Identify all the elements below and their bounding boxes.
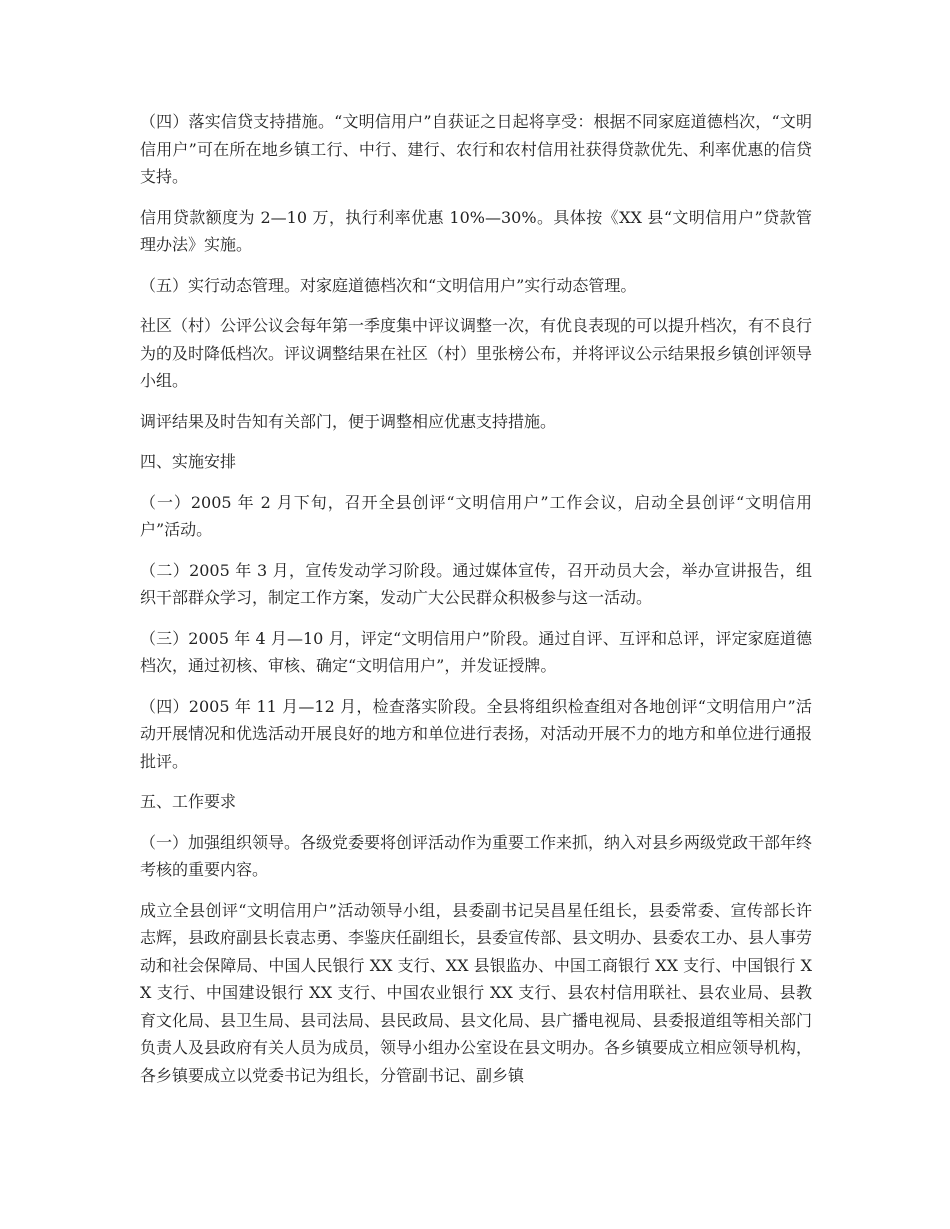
paragraph-dynamic-management: （五）实行动态管理。对家庭道德档次和“文明信用户”实行动态管理。 [140, 275, 637, 295]
paragraph-notify-departments: 调评结果及时告知有关部门，便于调整相应优惠支持措施。 [140, 411, 557, 431]
paragraph-schedule-february: （一）2005 年 2 月下旬，召开全县创评“文明信用户”工作会议，启动全县创评“文明信用户”活动。 [140, 492, 812, 539]
section-heading-requirements: 五、工作要求 [140, 792, 237, 811]
paragraph-schedule-march: （二）2005 年 3 月，宣传发动学习阶段。通过媒体宣传，召开动员大会，举办宣讲报告，组织干部群众学习，制定工作方案，发动广大公民群众积极参与这一活动。 [140, 560, 812, 607]
document-body [140, 108, 812, 1102]
paragraph-credit-support: （四）落实信贷支持措施。“文明信用户”自获证之日起将享受：根据不同家庭道德档次，“文明信用户”可在所在地乡镇工行、中行、建行、农行和农村信用社获得贷款优先、利率优惠的信贷支持。 [140, 112, 812, 186]
section-heading-implementation: 四、实施安排 [140, 452, 237, 471]
paragraph-leading-group: 成立全县创评“文明信用户”活动领导小组，县委副书记吴昌星任组长，县委常委、宣传部长许志辉，县政府副县长袁志勇、李鉴庆任副组长，县委宣传部、县文明办、县委农工办、县人事劳动和社会保障局、中国人民银行 XX 支行、XX 县银监办、中国工商银行 XX 支行、中国银行 XX 支行、中国建设银行 XX 支行、中国农业银行 XX 支行、县农村信用联社、县农业局、县教育文化局、县卫生局、县司法局、县民政局、县文化局、县广播电视局、县委报道组等相关部门负责人及县政府有关人员为成员，领导小组办公室设在县文明办。各乡镇要成立相应领导机构，各乡镇要成立以党委书记为组长，分管副书记、副乡镇 [140, 900, 813, 1085]
paragraph-schedule-november-december: （四）2005 年 11 月—12 月，检查落实阶段。全县将组织检查组对各地创评“文明信用户”活动开展情况和优选活动开展良好的地方和单位进行表扬，对活动开展不力的地方和单位进行通报批评。 [140, 696, 813, 771]
paragraph-strengthen-leadership: （一）加强组织领导。各级党委要将创评活动作为重要工作来抓，纳入对县乡两级党政干部年终考核的重要内容。 [140, 832, 813, 879]
paragraph-schedule-april-october: （三）2005 年 4 月—10 月，评定“文明信用户”阶段。通过自评、互评和总评，评定家庭道德档次，通过初核、审核、确定“文明信用户”，并发证授牌。 [140, 628, 812, 675]
paragraph-loan-amount: 信用贷款额度为 2—10 万，执行利率优惠 10%—30%。具体按《XX 县“文明信用户”贷款管理办法》实施。 [140, 207, 812, 254]
paragraph-annual-review: 社区（村）公评公议会每年第一季度集中评议调整一次，有优良表现的可以提升档次，有不良行为的及时降低档次。评议调整结果在社区（村）里张榜公布，并将评议公示结果报乡镇创评领导小组。 [140, 316, 813, 390]
